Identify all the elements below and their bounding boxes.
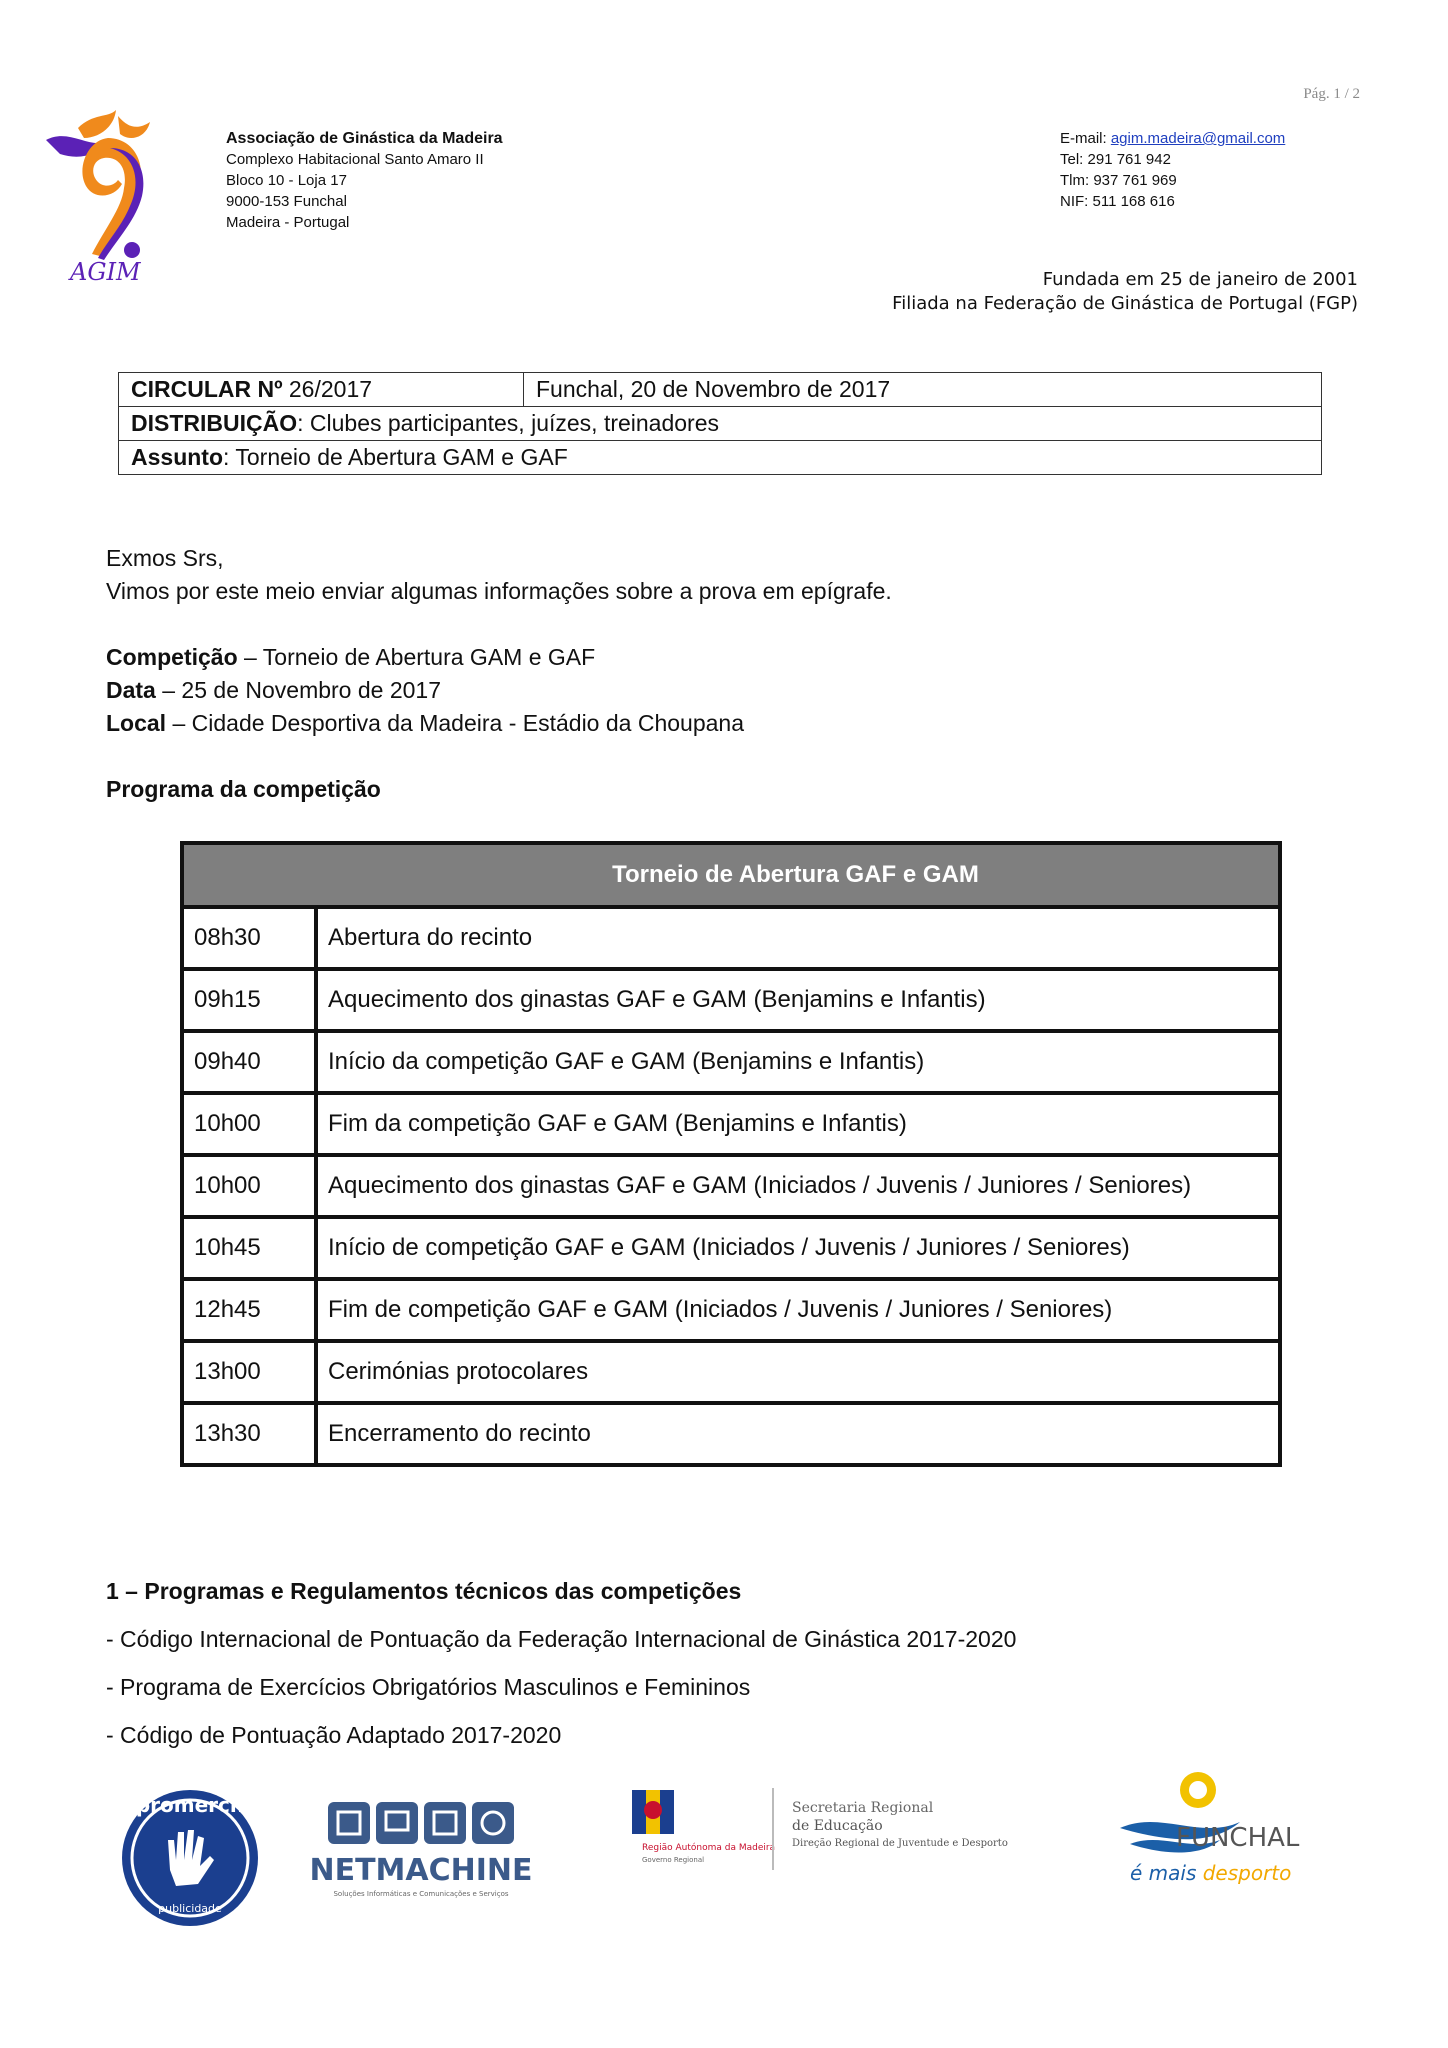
table-row — [184, 1157, 1278, 1219]
schedule-event: Aquecimento dos ginastas GAF e GAM (Benjamins e Infantis) — [318, 971, 1278, 1033]
promerch-name: promerch — [135, 1793, 245, 1817]
letter-body — [106, 542, 892, 608]
org-name: Associação de Ginástica da Madeira — [226, 130, 503, 147]
table-row — [184, 1343, 1278, 1405]
table-row — [119, 373, 1322, 407]
list-item: - Código de Pontuação Adaptado 2017-2020 — [106, 1722, 562, 1748]
schedule-event: Fim da competição GAF e GAM (Benjamins e Infantis) — [318, 1095, 1278, 1157]
schedule-event: Cerimónias protocolares — [318, 1343, 1278, 1405]
funchal-name: FUNCHAL — [1176, 1823, 1300, 1853]
program-heading: Programa da competição — [106, 776, 381, 802]
event-details — [106, 641, 744, 740]
table-header-row — [184, 845, 1278, 909]
table-row — [184, 1219, 1278, 1281]
table-row — [184, 1405, 1278, 1463]
org-address-line: Bloco 10 - Loja 17 — [226, 172, 347, 189]
org-address-line: Complexo Habitacional Santo Amaro II — [226, 151, 484, 168]
schedule-time: 08h30 — [184, 909, 318, 971]
circular-date-cell: Funchal, 20 de Novembro de 2017 — [524, 373, 1322, 407]
funchal-logo — [1120, 1772, 1300, 1885]
table-row — [184, 971, 1278, 1033]
netmachine-logo — [309, 1802, 532, 1898]
schedule-time: 12h45 — [184, 1281, 318, 1343]
schedule-time: 13h00 — [184, 1343, 318, 1405]
schedule-event: Fim de competição GAF e GAM (Iniciados / Juvenis / Juniores / Seniores) — [318, 1281, 1278, 1343]
regulations-heading: 1 – Programas e Regulamentos técnicos das competições — [106, 1578, 742, 1604]
netmachine-name: NETMACHINE — [309, 1853, 533, 1888]
table-row — [184, 909, 1278, 971]
competition-line: Competição – Torneio de Abertura GAM e GAF — [106, 644, 596, 670]
funchal-slogan-b: desporto — [1202, 1861, 1292, 1885]
page-number: Pág. 1 / 2 — [1303, 86, 1360, 102]
circular-header-table — [118, 372, 1322, 475]
email-line — [1060, 128, 1285, 149]
logo-text: AGIM — [70, 258, 141, 283]
greeting: Exmos Srs, — [106, 545, 224, 571]
local-line: Local – Cidade Desportiva da Madeira - Estádio da Choupana — [106, 710, 744, 736]
org-address — [226, 128, 503, 233]
org-address-line: 9000-153 Funchal — [226, 193, 347, 210]
promerch-logo — [122, 1790, 258, 1926]
schedule-time: 13h30 — [184, 1405, 318, 1463]
table-row — [119, 407, 1322, 441]
schedule-event: Início de competição GAF e GAM (Iniciados / Juvenis / Juniores / Seniores) — [318, 1219, 1278, 1281]
schedule-title: Torneio de Abertura GAF e GAM — [184, 845, 1278, 909]
table-row — [184, 1033, 1278, 1095]
email-label: E-mail: — [1060, 130, 1111, 147]
founded-info — [892, 268, 1358, 316]
contact-info — [1060, 128, 1285, 212]
sponsor-logos — [110, 1760, 1330, 1960]
table-row — [119, 441, 1322, 475]
secretaria-line: Secretaria Regional — [792, 1800, 934, 1816]
secretaria-line: de Educação — [792, 1818, 883, 1834]
affiliation-line: Filiada na Federação de Ginástica de Portugal (FGP) — [892, 293, 1358, 314]
email-link[interactable]: agim.madeira@gmail.com — [1110, 130, 1286, 147]
table-row — [184, 1281, 1278, 1343]
tel-line: Tel: 291 761 942 — [1060, 151, 1171, 168]
secretaria-line: Direção Regional de Juventude e Desporto — [792, 1838, 1008, 1849]
schedule-time: 09h15 — [184, 971, 318, 1033]
table-row — [184, 1095, 1278, 1157]
intro-paragraph: Vimos por este meio enviar algumas informações sobre a prova em epígrafe. — [106, 578, 892, 604]
region-name: Região Autónoma da Madeira — [642, 1843, 776, 1853]
list-item: - Programa de Exercícios Obrigatórios Masculinos e Femininos — [106, 1674, 751, 1700]
schedule-time: 09h40 — [184, 1033, 318, 1095]
promerch-sub: publicidade — [158, 1902, 222, 1915]
regulations-section — [106, 1567, 1016, 1759]
date-line: Data – 25 de Novembro de 2017 — [106, 677, 442, 703]
schedule-event: Abertura do recinto — [318, 909, 1278, 971]
region-sub: Governo Regional — [642, 1856, 705, 1864]
schedule-time: 10h00 — [184, 1095, 318, 1157]
subject-cell: Assunto: Torneio de Abertura GAM e GAF — [119, 441, 1322, 475]
list-item: - Código Internacional de Pontuação da Federação Internacional de Ginástica 2017-2020 — [106, 1626, 1017, 1652]
tlm-line: Tlm: 937 761 969 — [1060, 172, 1177, 189]
schedule-table — [180, 841, 1282, 1467]
funchal-slogan-a: é mais — [1130, 1861, 1203, 1885]
founded-line: Fundada em 25 de janeiro de 2001 — [1042, 269, 1358, 290]
org-address-line: Madeira - Portugal — [226, 214, 350, 231]
schedule-event: Aquecimento dos ginastas GAF e GAM (Iniciados / Juvenis / Juniores / Seniores) — [318, 1157, 1278, 1219]
agim-logo — [38, 108, 178, 283]
funchal-slogan — [1130, 1861, 1291, 1885]
nif-line: NIF: 511 168 616 — [1060, 193, 1175, 210]
madeira-region-logo — [632, 1788, 1008, 1870]
distribution-cell: DISTRIBUIÇÃO: Clubes participantes, juízes, treinadores — [119, 407, 1322, 441]
schedule-event: Início da competição GAF e GAM (Benjamins e Infantis) — [318, 1033, 1278, 1095]
schedule-time: 10h45 — [184, 1219, 318, 1281]
schedule-event: Encerramento do recinto — [328, 1420, 591, 1447]
schedule-time: 10h00 — [184, 1157, 318, 1219]
circular-number-cell: CIRCULAR Nº 26/2017 — [119, 373, 524, 407]
netmachine-sub: Soluções Informáticas e Comunicações e Serviços — [333, 1890, 509, 1898]
